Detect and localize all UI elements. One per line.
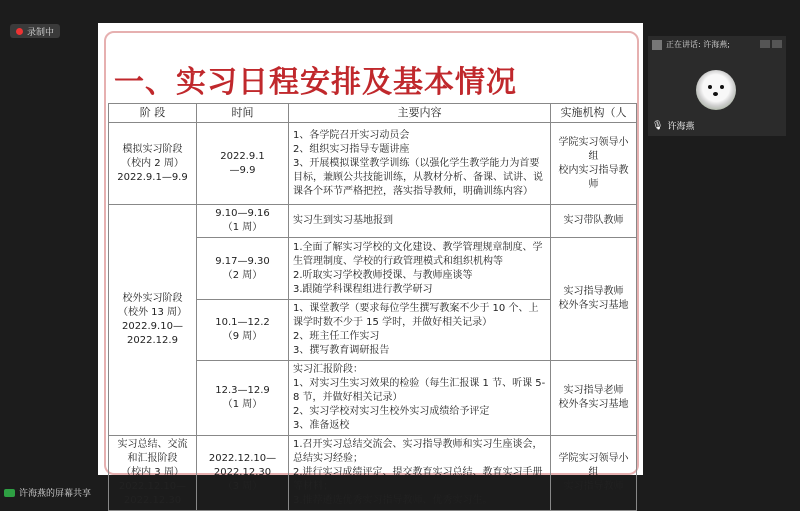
org-cell: 学院实习领导小组 实习指导教师 xyxy=(551,436,637,511)
schedule-table xyxy=(108,103,637,511)
screen-share-label: 许海燕的屏幕共享 xyxy=(19,489,92,499)
record-dot-icon xyxy=(16,28,23,35)
recording-indicator xyxy=(10,24,60,38)
time-cell: 10.1—12.2 （9 周） xyxy=(197,300,289,361)
avatar xyxy=(696,70,736,110)
participant-name: 🎙 许海燕 xyxy=(652,120,695,132)
time-cell: 9.17—9.30 （2 周） xyxy=(197,238,289,300)
content-cell: 实习汇报阶段： 1、对实习生实习效果的检验（每生汇报课 1 节、听课 5-8 节，并做好相关记录） 2、实习学校对实习生校外实习成绩给予评定 3、准备返校 xyxy=(289,361,551,436)
content-cell: 实习生到实习基地报到 xyxy=(289,205,551,238)
time-cell: 2022.12.10— 2022.12.30 （3 周） xyxy=(197,436,289,511)
header-content: 主要内容 xyxy=(289,104,551,123)
participant-video-tile[interactable] xyxy=(648,36,786,136)
layout-icon[interactable] xyxy=(760,40,770,48)
org-cell: 实习指导教师 校外各实习基地 xyxy=(551,238,637,361)
header-stage: 阶 段 xyxy=(109,104,197,123)
small-avatar xyxy=(652,40,662,50)
content-cell: 1.召开实习总结交流会、实习指导教师和实习生座谈会，总结实习经验； 2.进行实习成绩评定、提交教育实习总结、教育实习手册等材料； 3.推荐遴选优秀实习指导教师、优秀实习生。 xyxy=(289,436,551,511)
screen-share-icon xyxy=(4,489,15,497)
slide-title: 一、实习日程安排及基本情况 xyxy=(114,65,517,100)
table-header-row xyxy=(109,104,637,123)
org-cell: 实习指导老师 校外各实习基地 xyxy=(551,361,637,436)
layout-controls[interactable] xyxy=(760,40,782,48)
content-cell: 1、课堂教学（要求每位学生撰写教案不少于 10 个、上课学时数不少于 15 学时，并做好相关记录） 2、班主任工作实习 3、撰写教育调研报告 xyxy=(289,300,551,361)
time-cell: 9.10—9.16 （1 周） xyxy=(197,205,289,238)
layout-icon[interactable] xyxy=(772,40,782,48)
content-cell: 1、各学院召开实习动员会 2、组织实习指导专题讲座 3、开展模拟课堂教学训练（以强化学生教学能力为首要目标，兼顾公共技能训练，从教材分析、备课、试讲、说课各个环节严格把控，落实指导教师，明确训练内容） xyxy=(289,123,551,205)
content-cell: 1.全面了解实习学校的文化建设、教学管理规章制度、学生管理制度、学校的行政管理模式和组织机构等 2.听取实习学校教师授课、与教师座谈等 3.跟随学科课程组进行教学研习 xyxy=(289,238,551,300)
org-cell: 学院实习领导小组 校内实习指导教师 xyxy=(551,123,637,205)
speaking-label: 正在讲话: 许海燕; xyxy=(666,40,730,49)
header-org: 实施机构（人 xyxy=(551,104,637,123)
org-cell: 实习带队教师 xyxy=(551,205,637,238)
table-row xyxy=(109,205,637,238)
stage-cell: 模拟实习阶段 （校内 2 周） 2022.9.1—9.9 xyxy=(109,123,197,205)
time-cell: 2022.9.1 —9.9 xyxy=(197,123,289,205)
stage-cell: 校外实习阶段 （校外 13 周） 2022.9.10— 2022.12.9 xyxy=(109,205,197,436)
recording-label: 录制中 xyxy=(27,27,55,38)
table-row xyxy=(109,436,637,511)
screen-share-status xyxy=(4,486,91,499)
microphone-icon: 🎙 xyxy=(652,120,664,131)
shared-slide xyxy=(98,23,643,506)
stage-cell: 实习总结、交流和汇报阶段 （校内 3 周） 2022.12.10— 2022.12.30 xyxy=(109,436,197,511)
table-row xyxy=(109,123,637,205)
header-time: 时间 xyxy=(197,104,289,123)
time-cell: 12.3—12.9 （1 周） xyxy=(197,361,289,436)
